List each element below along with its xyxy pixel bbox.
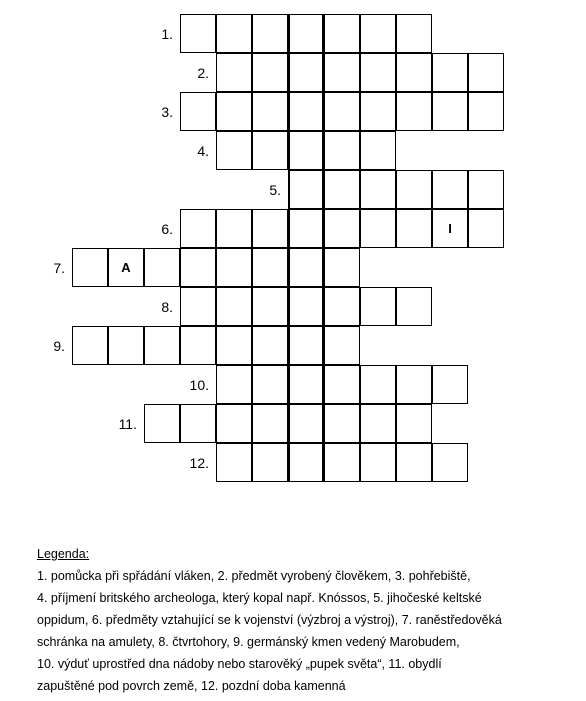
crossword-key-cell[interactable] <box>288 248 324 287</box>
crossword-key-cell[interactable] <box>288 14 324 53</box>
crossword-cell[interactable] <box>72 326 108 365</box>
crossword-cell[interactable] <box>360 170 396 209</box>
crossword-cell[interactable] <box>216 248 252 287</box>
crossword-key-cell[interactable] <box>288 287 324 326</box>
crossword-cell[interactable] <box>468 92 504 131</box>
crossword-key-cell[interactable] <box>288 404 324 443</box>
crossword-cell[interactable] <box>252 14 288 53</box>
crossword-cell[interactable] <box>360 404 396 443</box>
crossword-cell[interactable] <box>216 14 252 53</box>
crossword-cell[interactable] <box>252 443 288 482</box>
crossword-cell[interactable] <box>324 404 360 443</box>
crossword-cell[interactable] <box>180 209 216 248</box>
clue-number: 12. <box>189 455 209 471</box>
crossword-row <box>0 53 586 92</box>
crossword-cell[interactable] <box>180 287 216 326</box>
crossword-row <box>0 131 586 170</box>
crossword-cell[interactable] <box>396 209 432 248</box>
crossword-cell[interactable] <box>216 365 252 404</box>
crossword-row <box>0 209 586 248</box>
clue-number: 3. <box>161 104 173 120</box>
crossword-row <box>0 248 586 287</box>
legend-line: 1. pomůcka při spřádání vláken, 2. předmět vyrobený člověkem, 3. pohřebiště, <box>37 569 471 583</box>
crossword-row <box>0 404 586 443</box>
crossword-cell[interactable] <box>144 326 180 365</box>
crossword-cell[interactable] <box>144 248 180 287</box>
crossword-row <box>0 443 586 482</box>
crossword-cell[interactable] <box>324 92 360 131</box>
crossword-cell[interactable] <box>468 209 504 248</box>
crossword-cell[interactable] <box>216 209 252 248</box>
crossword-row <box>0 92 586 131</box>
crossword-cell[interactable] <box>468 170 504 209</box>
crossword-cell[interactable] <box>396 443 432 482</box>
crossword-cell[interactable] <box>216 53 252 92</box>
crossword-cell[interactable] <box>252 92 288 131</box>
crossword-key-cell[interactable] <box>288 365 324 404</box>
crossword-key-cell[interactable] <box>288 131 324 170</box>
crossword-cell[interactable] <box>432 92 468 131</box>
crossword-key-cell[interactable] <box>288 170 324 209</box>
crossword-cell[interactable] <box>180 404 216 443</box>
crossword-cell[interactable] <box>252 209 288 248</box>
crossword-cell[interactable] <box>324 131 360 170</box>
crossword-cell[interactable] <box>360 443 396 482</box>
crossword-row <box>0 170 586 209</box>
crossword-cell[interactable] <box>180 248 216 287</box>
crossword-cell[interactable] <box>360 14 396 53</box>
crossword-cell[interactable] <box>72 248 108 287</box>
clue-number: 2. <box>197 65 209 81</box>
crossword-cell[interactable] <box>252 131 288 170</box>
crossword-row <box>0 287 586 326</box>
crossword-key-cell[interactable] <box>288 209 324 248</box>
crossword-cell[interactable] <box>432 443 468 482</box>
crossword-cell[interactable] <box>432 365 468 404</box>
crossword-cell[interactable] <box>324 287 360 326</box>
crossword-row <box>0 365 586 404</box>
crossword-cell[interactable] <box>216 92 252 131</box>
crossword-cell[interactable] <box>252 53 288 92</box>
crossword-cell[interactable] <box>396 287 432 326</box>
crossword-cell[interactable] <box>360 209 396 248</box>
clue-number: 8. <box>161 299 173 315</box>
crossword-cell[interactable] <box>432 170 468 209</box>
crossword-cell[interactable]: A <box>108 248 144 287</box>
crossword-cell[interactable] <box>180 14 216 53</box>
crossword-cell[interactable]: I <box>432 209 468 248</box>
crossword-cell[interactable] <box>180 92 216 131</box>
clue-number: 4. <box>197 143 209 159</box>
crossword-cell[interactable] <box>252 404 288 443</box>
crossword-cell[interactable] <box>360 53 396 92</box>
crossword-cell[interactable] <box>396 14 432 53</box>
crossword-cell[interactable] <box>396 53 432 92</box>
crossword-cell[interactable] <box>216 404 252 443</box>
crossword-cell[interactable] <box>468 53 504 92</box>
crossword-cell[interactable] <box>324 365 360 404</box>
legend <box>37 543 567 697</box>
crossword-cell[interactable] <box>252 248 288 287</box>
crossword-cell[interactable] <box>108 326 144 365</box>
crossword-cell[interactable] <box>360 131 396 170</box>
crossword-cell[interactable] <box>216 287 252 326</box>
legend-line: 10. výduť uprostřed dna nádoby nebo starověký „pupek světa“, 11. obydlí <box>37 657 442 671</box>
crossword-key-cell[interactable] <box>288 53 324 92</box>
legend-line: 4. příjmení britského archeologa, který kopal např. Knóssos, 5. jihočeské keltské <box>37 591 482 605</box>
crossword-cell[interactable] <box>396 365 432 404</box>
clue-number: 5. <box>269 182 281 198</box>
crossword-cell[interactable] <box>180 326 216 365</box>
crossword-cell[interactable] <box>324 170 360 209</box>
crossword-cell[interactable] <box>360 287 396 326</box>
legend-line: schránka na amulety, 8. čtvrtohory, 9. germánský kmen vedený Marobudem, <box>37 635 460 649</box>
crossword-cell[interactable] <box>324 209 360 248</box>
clue-number: 6. <box>161 221 173 237</box>
crossword-cell[interactable] <box>252 326 288 365</box>
crossword-row <box>0 14 586 53</box>
crossword-cell[interactable] <box>324 248 360 287</box>
crossword-key-cell[interactable] <box>288 92 324 131</box>
crossword-key-cell[interactable] <box>288 443 324 482</box>
legend-line: oppidum, 6. předměty vztahující se k vojenství (výzbroj a výstroj), 7. raněstředověká <box>37 613 502 627</box>
clue-number: 1. <box>161 26 173 42</box>
crossword-row <box>0 326 586 365</box>
crossword-cell[interactable] <box>252 365 288 404</box>
crossword-cell[interactable] <box>324 14 360 53</box>
crossword-cell[interactable] <box>216 131 252 170</box>
crossword-key-cell[interactable] <box>288 326 324 365</box>
crossword-cell[interactable] <box>432 53 468 92</box>
crossword-cell[interactable] <box>216 326 252 365</box>
legend-line: zapuštěné pod povrch země, 12. pozdní doba kamenná <box>37 679 346 693</box>
crossword-cell[interactable] <box>252 287 288 326</box>
crossword-cell[interactable] <box>396 404 432 443</box>
crossword-cell[interactable] <box>144 404 180 443</box>
crossword-cell[interactable] <box>396 92 432 131</box>
crossword-cell[interactable] <box>360 365 396 404</box>
crossword-cell[interactable] <box>324 53 360 92</box>
crossword-cell[interactable] <box>324 443 360 482</box>
crossword-cell[interactable] <box>360 92 396 131</box>
legend-title: Legenda: <box>37 547 90 561</box>
crossword-cell[interactable] <box>216 443 252 482</box>
clue-number: 11. <box>118 416 137 432</box>
clue-number: 9. <box>53 338 65 354</box>
crossword-cell[interactable] <box>324 326 360 365</box>
clue-number: 10. <box>189 377 209 393</box>
crossword-cell[interactable] <box>396 170 432 209</box>
clue-number: 7. <box>53 260 65 276</box>
